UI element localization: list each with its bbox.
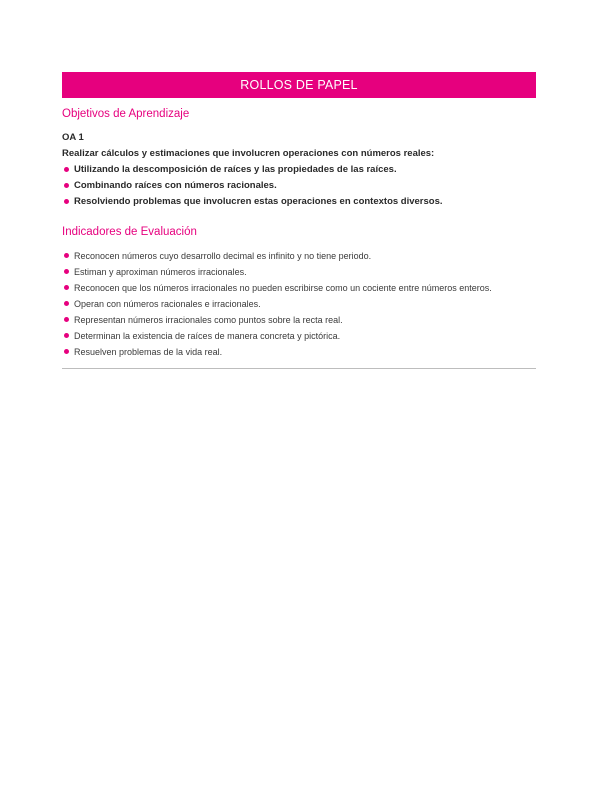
- list-item: [62, 280, 536, 296]
- list-item: [62, 296, 536, 312]
- bullet-icon: [64, 253, 69, 258]
- list-item: [62, 328, 536, 344]
- title-banner: [62, 72, 536, 98]
- bottom-divider: [62, 368, 536, 369]
- list-item-text: Estiman y aproximan números irracionales.: [74, 267, 247, 277]
- list-item: [62, 162, 536, 178]
- list-item-text: Resuelven problemas de la vida real.: [74, 347, 223, 357]
- list-item-text: Resolviendo problemas que involucren estas operaciones en contextos diversos.: [74, 196, 443, 207]
- oa-code: OA 1: [62, 132, 84, 143]
- list-item-text: Utilizando la descomposición de raíces y las propiedades de las raíces.: [74, 164, 397, 175]
- list-item: [62, 248, 536, 264]
- list-item-text: Reconocen que los números irracionales no pueden escribirse como un cociente entre números enteros.: [74, 283, 492, 293]
- bullet-icon: [64, 349, 69, 354]
- indicadores-list: [62, 248, 536, 360]
- list-item-text: Determinan la existencia de raíces de manera concreta y pictórica.: [74, 331, 341, 341]
- list-item-text: Combinando raíces con números racionales.: [74, 180, 277, 191]
- list-item-text: Representan números irracionales como puntos sobre la recta real.: [74, 315, 343, 325]
- list-item-text: Operan con números racionales e irracionales.: [74, 299, 261, 309]
- bullet-icon: [64, 301, 69, 306]
- list-item: [62, 178, 536, 194]
- bullet-icon: [64, 167, 69, 172]
- list-item: [62, 344, 536, 360]
- list-item: [62, 264, 536, 280]
- bullet-icon: [64, 183, 69, 188]
- oa-statement: Realizar cálculos y estimaciones que involucren operaciones con números reales:: [62, 148, 435, 159]
- list-item: [62, 312, 536, 328]
- bullet-icon: [64, 269, 69, 274]
- bullet-icon: [64, 285, 69, 290]
- bullet-icon: [64, 333, 69, 338]
- document-page: [62, 72, 536, 369]
- list-item-text: Reconocen números cuyo desarrollo decimal es infinito y no tiene periodo.: [74, 251, 372, 261]
- banner-title: ROLLOS DE PAPEL: [240, 78, 358, 92]
- oa-list: [62, 162, 536, 210]
- heading-objetivos: Objetivos de Aprendizaje: [62, 108, 190, 120]
- list-item: [62, 194, 536, 210]
- bullet-icon: [64, 199, 69, 204]
- bullet-icon: [64, 317, 69, 322]
- heading-indicadores: Indicadores de Evaluación: [62, 226, 197, 238]
